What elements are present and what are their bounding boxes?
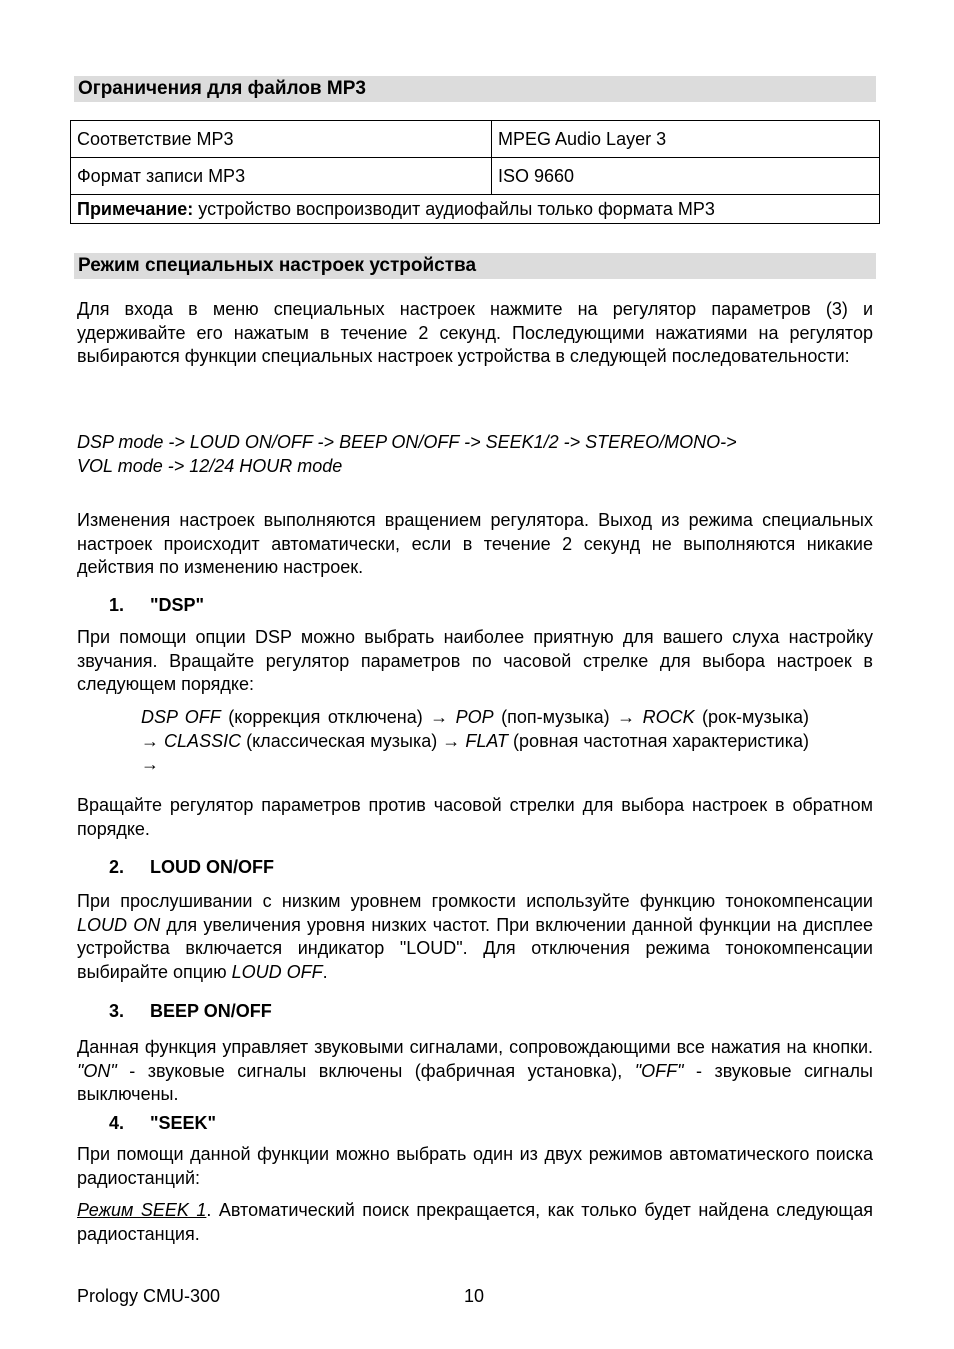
dsp-paragraph: При помощи опции DSP можно выбрать наиболее приятную для вашего слуха настройку звучания. Вращайте регулятор параметров по часовой стрелке для выбора настроек в следующем порядке:	[77, 627, 873, 694]
table-note-row	[71, 195, 880, 224]
intro-paragraph: Для входа в меню специальных настроек нажмите на регулятор параметров (3) и удерживайте его нажатым в течение 2 секунд. Последующими нажатиями на регулятор выбираются функции специальных настроек устройства в следующей последовательности:	[77, 299, 873, 366]
heading-title: "DSP"	[150, 595, 205, 615]
loud-off-label: LOUD OFF	[231, 961, 323, 982]
arrow-icon: →	[141, 730, 159, 751]
dsp-reverse-paragraph: Вращайте регулятор параметров против часовой стрелки для выбора настроек в обратном порядке.	[77, 795, 873, 839]
rock-label: ROCK	[642, 707, 695, 727]
section-title-special-settings: Режим специальных настроек устройства	[74, 253, 876, 279]
loud-text-c: .	[322, 961, 328, 982]
table-row	[71, 121, 880, 158]
flat-label: FLAT	[465, 730, 509, 751]
dsp-sequence	[141, 706, 809, 777]
dsp-off-desc: (коррекция отключена)	[220, 707, 431, 727]
seek-paragraph: При помощи данной функции можно выбрать один из двух режимов автоматического поиска радиостанций:	[77, 1144, 873, 1188]
arrow-icon: →	[617, 707, 636, 727]
beep-off-label: "OFF"	[634, 1060, 684, 1081]
heading-beep	[109, 1000, 272, 1023]
table-row	[71, 158, 880, 195]
table-cell-value: MPEG Audio Layer 3	[492, 121, 880, 158]
beep-text-c: - звуковые сигналы выключены.	[77, 1060, 873, 1104]
pop-desc: (поп-музыка)	[493, 707, 618, 727]
seek-mode1-text: . Автоматический поиск прекращается, как только будет найдена следующая радиостанция.	[77, 1200, 873, 1244]
beep-paragraph	[77, 1036, 873, 1107]
arrow-icon: →	[430, 707, 449, 727]
heading-number: 4.	[109, 1113, 125, 1133]
heading-number: 1.	[109, 595, 125, 615]
heading-title: BEEP ON/OFF	[150, 1001, 272, 1021]
beep-on-label: "ON"	[77, 1060, 117, 1081]
beep-text-a: Данная функция управляет звуковыми сигналами, сопровождающими все нажатия на кнопки.	[77, 1037, 873, 1057]
sequence-line-2: VOL mode -> 12/24 HOUR mode	[77, 455, 343, 476]
rock-desc: (рок-музыка)	[694, 707, 809, 727]
loud-text-a: При прослушивании с низким уровнем громкости используйте функцию тонокомпенсации	[77, 891, 873, 911]
beep-text-b: - звуковые сигналы включены (фабричная установка),	[116, 1060, 635, 1081]
heading-title: "SEEK"	[150, 1113, 217, 1133]
loud-on-label: LOUD ON	[77, 914, 161, 935]
classic-desc: (классическая музыка)	[241, 730, 443, 751]
heading-number: 3.	[109, 1001, 125, 1021]
section-title-mp3-limits: Ограничения для файлов MP3	[74, 76, 876, 102]
sequence-line-1: DSP mode -> LOUD ON/OFF -> BEEP ON/OFF -> SEEK1/2 -> STEREO/MONO->	[77, 432, 737, 452]
heading-dsp	[109, 594, 204, 617]
seek-mode1-paragraph	[77, 1199, 873, 1246]
loud-paragraph	[77, 890, 873, 984]
seek-mode1-label: Режим SEEK 1	[77, 1200, 207, 1220]
footer-model: Prology CMU-300	[77, 1286, 221, 1306]
loud-text-b: для увеличения уровня низких частот. При включении данной функции на дисплее устройства включается индикатор "LOUD". Для отключения режима тонокомпенсации выбирайте опцию	[77, 914, 873, 982]
changes-paragraph: Изменения настроек выполняются вращением регулятора. Выход из режима специальных настроек происходит автоматически, если в течение 2 секунд не выполняются никакие действия по изменению настроек.	[77, 510, 873, 577]
heading-loud	[109, 856, 274, 879]
classic-label: CLASSIC	[164, 730, 242, 751]
heading-title: LOUD ON/OFF	[150, 857, 274, 877]
table-note-cell	[71, 195, 880, 224]
note-label: Примечание:	[77, 198, 194, 219]
arrow-icon: →	[141, 754, 159, 774]
table-cell-label: Формат записи MP3	[71, 158, 492, 195]
arrow-icon: →	[442, 730, 461, 751]
flat-desc: (ровная частотная характеристика)	[508, 730, 809, 751]
footer-page-number: 10	[464, 1286, 485, 1306]
dsp-off-label: DSP OFF	[141, 707, 221, 727]
heading-number: 2.	[109, 857, 125, 877]
sequence-paragraph	[77, 431, 873, 478]
heading-seek	[109, 1112, 216, 1135]
note-text: устройство воспроизводит аудиофайлы только формата MP3	[193, 198, 715, 219]
table-cell-value: ISO 9660	[492, 158, 880, 195]
table-cell-label: Соответствие MP3	[71, 121, 492, 158]
pop-label: POP	[455, 707, 494, 727]
mp3-spec-table	[70, 120, 880, 224]
